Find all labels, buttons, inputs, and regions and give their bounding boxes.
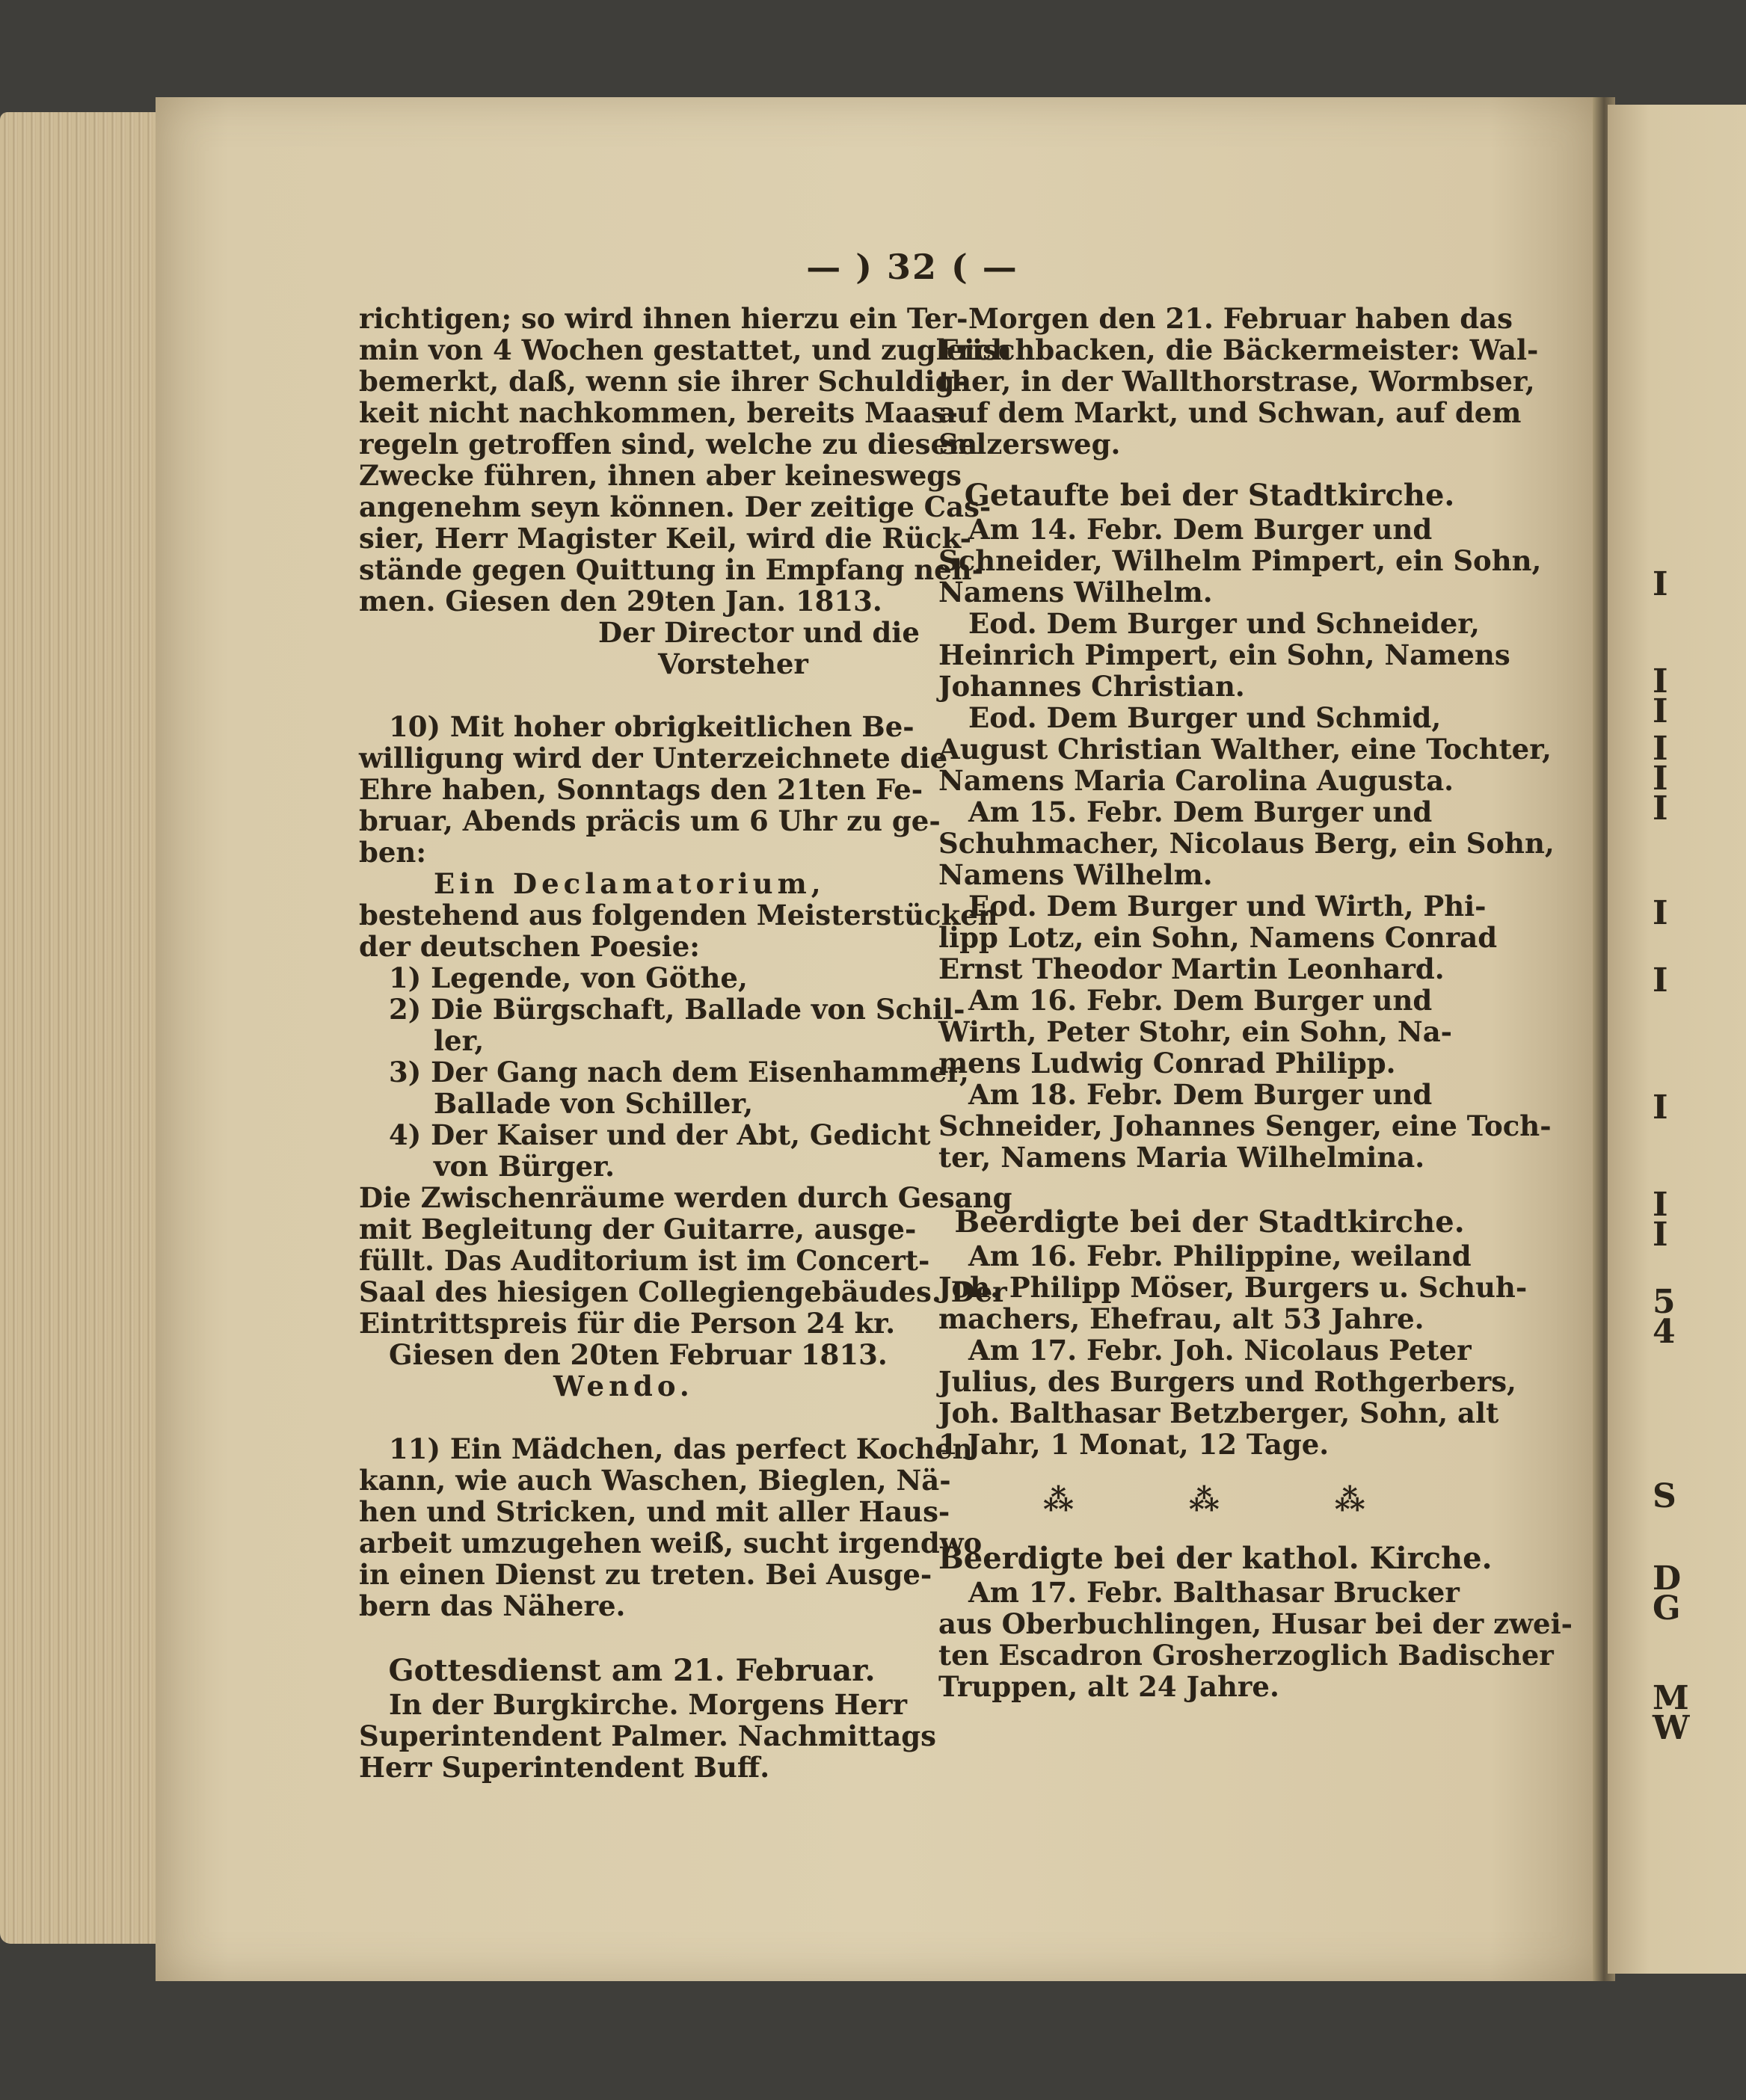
- text-line: 2) Die Bürgschaft, Ballade von Schil-: [389, 993, 965, 1026]
- next-page-fragment: W: [1653, 1709, 1690, 1747]
- next-page-fragment: I: [1653, 565, 1668, 603]
- text-line: 1 Jahr, 1 Monat, 12 Tage.: [938, 1428, 1330, 1461]
- text-line: auf dem Markt, und Schwan, auf dem: [938, 396, 1522, 429]
- text-line: regeln getroffen sind, welche zu diesem: [359, 428, 978, 461]
- text-line: aus Oberbuchlingen, Husar bei der zwei-: [938, 1607, 1573, 1640]
- notice-text: [359, 899, 998, 963]
- text-line: Eod. Dem Burger und Schmid,: [968, 701, 1442, 734]
- text-line: Truppen, alt 24 Jahre.: [938, 1670, 1279, 1703]
- text-line: min von 4 Wochen gestattet, und zugleich: [359, 333, 1012, 366]
- ornament-asterisms: ⁂ ⁂ ⁂: [1043, 1482, 1418, 1518]
- date-line: Giesen den 20ten Februar 1813.: [389, 1338, 888, 1371]
- section-heading: Beerdigte bei der kathol. Kirche.: [938, 1541, 1493, 1576]
- text-line: Ehre haben, Sonntags den 21ten Fe-: [359, 773, 923, 806]
- text-line: Johannes Christian.: [938, 670, 1245, 703]
- text-line: ten Escadron Grosherzoglich Badischer: [938, 1639, 1554, 1672]
- text-line: ther, in der Wallthorstrase, Wormbser,: [938, 365, 1535, 398]
- text-line: in einen Dienst zu treten. Bei Ausge-: [359, 1558, 932, 1591]
- next-page-fragment: I: [1653, 789, 1668, 828]
- text-line: machers, Ehefrau, alt 53 Jahre.: [938, 1302, 1424, 1335]
- text-line: 10) Mit hoher obrigkeitlichen Be-: [389, 710, 915, 743]
- text-line: Namens Maria Carolina Augusta.: [938, 764, 1454, 797]
- next-page-fragment: I: [1653, 692, 1668, 730]
- text-line: stände gegen Quittung in Empfang neh-: [359, 553, 983, 586]
- next-page-fragment: S: [1653, 1477, 1676, 1515]
- next-page-edge: [1608, 105, 1746, 1974]
- text-line: 3) Der Gang nach dem Eisenhammer,: [389, 1056, 969, 1089]
- text-line: Die Zwischenräume werden durch Gesang: [359, 1181, 1012, 1214]
- text-line: Julius, des Burgers und Rothgerbers,: [938, 1365, 1516, 1398]
- next-page-fragment: I: [1653, 961, 1668, 1000]
- text-line: füllt. Das Auditorium ist im Concert-: [359, 1244, 930, 1277]
- text-line: ler,: [434, 1024, 485, 1057]
- next-page-fragment: G: [1653, 1589, 1681, 1628]
- register-entries: [938, 1576, 1573, 1703]
- text-line: Am 16. Febr. Philippine, weiland: [968, 1240, 1472, 1272]
- text-line: Zwecke führen, ihnen aber keineswegs: [359, 459, 962, 492]
- text-line: Namens Wilhelm.: [938, 576, 1213, 609]
- text-line: Am 14. Febr. Dem Burger und: [968, 513, 1433, 546]
- text-line: Wirth, Peter Stohr, ein Sohn, Na-: [938, 1015, 1453, 1048]
- text-line: Heinrich Pimpert, ein Sohn, Namens: [938, 638, 1510, 671]
- text-line: Eod. Dem Burger und Wirth, Phi-: [968, 890, 1487, 923]
- notice-text: [938, 302, 1539, 461]
- text-line: Eintrittspreis für die Person 24 kr.: [359, 1307, 896, 1340]
- signature-line: Vorsteher: [658, 647, 808, 680]
- text-line: bern das Nähere.: [359, 1589, 626, 1622]
- text-line: mit Begleitung der Guitarre, ausge-: [359, 1213, 917, 1245]
- next-page-fragment: I: [1653, 1186, 1668, 1224]
- notice-text: [359, 710, 948, 869]
- section-heading: Gottesdienst am 21. Februar.: [388, 1653, 876, 1688]
- text-line: Joh. Balthasar Betzberger, Sohn, alt: [938, 1397, 1499, 1429]
- text-line: ben:: [359, 836, 426, 869]
- text-line: Am 17. Febr. Joh. Nicolaus Peter: [968, 1334, 1472, 1367]
- text-line: Saal des hiesigen Collegiengebäudes. Der: [359, 1275, 1007, 1308]
- text-line: Frischbacken, die Bäckermeister: Wal-: [938, 333, 1539, 366]
- text-line: In der Burgkirche. Morgens Herr: [389, 1688, 907, 1721]
- page-number: — ) 32 ( —: [806, 247, 1018, 287]
- text-line: mens Ludwig Conrad Philipp.: [938, 1047, 1396, 1080]
- text-line: Schneider, Wilhelm Pimpert, ein Sohn,: [938, 544, 1542, 577]
- text-line: bruar, Abends präcis um 6 Uhr zu ge-: [359, 804, 941, 837]
- next-page-fragment: I: [1653, 662, 1668, 700]
- register-entries: [938, 1240, 1528, 1461]
- register-entries: [938, 513, 1555, 1174]
- next-page-fragment: I: [1653, 1089, 1668, 1127]
- text-line: 4) Der Kaiser und der Abt, Gedicht: [389, 1118, 931, 1151]
- next-page-fragment: I: [1653, 894, 1668, 932]
- text-line: richtigen; so wird ihnen hierzu ein Ter-: [359, 302, 968, 335]
- next-page-fragment: 5: [1653, 1283, 1676, 1321]
- next-page-fragment: I: [1653, 760, 1668, 798]
- text-line: bemerkt, daß, wenn sie ihrer Schuldig-: [359, 365, 966, 398]
- text-line: Namens Wilhelm.: [938, 858, 1213, 891]
- text-line: hen und Stricken, und mit aller Haus-: [359, 1495, 950, 1528]
- text-line: keit nicht nachkommen, bereits Maas-: [359, 396, 959, 429]
- text-line: bestehend aus folgenden Meisterstücken: [359, 899, 998, 932]
- text-line: 11) Ein Mädchen, das perfect Kochen: [389, 1432, 973, 1465]
- section-heading: Beerdigte bei der Stadtkirche.: [954, 1204, 1465, 1240]
- notice-text: [359, 1181, 1012, 1340]
- signature-line: Der Director und die: [598, 616, 920, 649]
- text-line: Joh. Philipp Möser, Burgers u. Schuh-: [938, 1271, 1528, 1304]
- text-line: Am 17. Febr. Balthasar Brucker: [968, 1576, 1460, 1609]
- text-line: Superintendent Palmer. Nachmittags: [359, 1719, 936, 1752]
- text-line: Schuhmacher, Nicolaus Berg, ein Sohn,: [938, 827, 1555, 860]
- next-page-fragment: D: [1653, 1559, 1682, 1598]
- program-list: [359, 961, 969, 1183]
- text-line: Eod. Dem Burger und Schneider,: [968, 607, 1480, 640]
- text-line: sier, Herr Magister Keil, wird die Rück-: [359, 522, 971, 555]
- text-line: Am 16. Febr. Dem Burger und: [968, 984, 1433, 1017]
- text-line: Herr Superintendent Buff.: [359, 1751, 770, 1784]
- left-column: [359, 302, 1012, 1784]
- text-line: Ernst Theodor Martin Leonhard.: [938, 952, 1445, 985]
- right-column: [938, 302, 1573, 1703]
- next-page-fragment: I: [1653, 1216, 1668, 1254]
- text-line: Schneider, Johannes Senger, eine Toch-: [938, 1109, 1552, 1142]
- signature-line: Wendo.: [553, 1370, 694, 1402]
- text-line: willigung wird der Unterzeichnete die: [359, 742, 948, 775]
- book-page-edges: [0, 112, 161, 1944]
- notice-text: [359, 302, 1012, 618]
- text-line: Am 18. Febr. Dem Burger und: [968, 1078, 1433, 1111]
- text-line: men. Giesen den 29ten Jan. 1813.: [359, 585, 882, 618]
- section-heading: Getaufte bei der Stadtkirche.: [964, 478, 1455, 513]
- text-line: kann, wie auch Waschen, Bieglen, Nä-: [359, 1464, 951, 1497]
- text-line: ter, Namens Maria Wilhelmina.: [938, 1141, 1425, 1174]
- text-line: Ballade von Schiller,: [434, 1087, 754, 1120]
- notice-text: [359, 1432, 983, 1622]
- notice-text: [359, 1688, 936, 1784]
- text-line: Morgen den 21. Februar haben das: [968, 302, 1513, 335]
- text-line: August Christian Walther, eine Tochter,: [938, 733, 1552, 766]
- next-page-fragment: M: [1653, 1679, 1689, 1717]
- text-line: Am 15. Febr. Dem Burger und: [968, 795, 1433, 828]
- text-line: Selzersweg.: [938, 428, 1121, 461]
- text-line: arbeit umzugehen weiß, sucht irgendwo: [359, 1527, 983, 1559]
- text-line: angenehm seyn können. Der zeitige Cas-: [359, 490, 992, 523]
- next-page-fragment: 4: [1653, 1313, 1676, 1351]
- text-line: lipp Lotz, ein Sohn, Namens Conrad: [938, 921, 1498, 954]
- next-page-fragment: I: [1653, 730, 1668, 768]
- text-line: der deutschen Poesie:: [359, 930, 700, 963]
- text-line: 1) Legende, von Göthe,: [389, 961, 748, 994]
- declamation-title: Ein Declamatorium,: [434, 867, 826, 900]
- text-line: von Bürger.: [434, 1150, 615, 1183]
